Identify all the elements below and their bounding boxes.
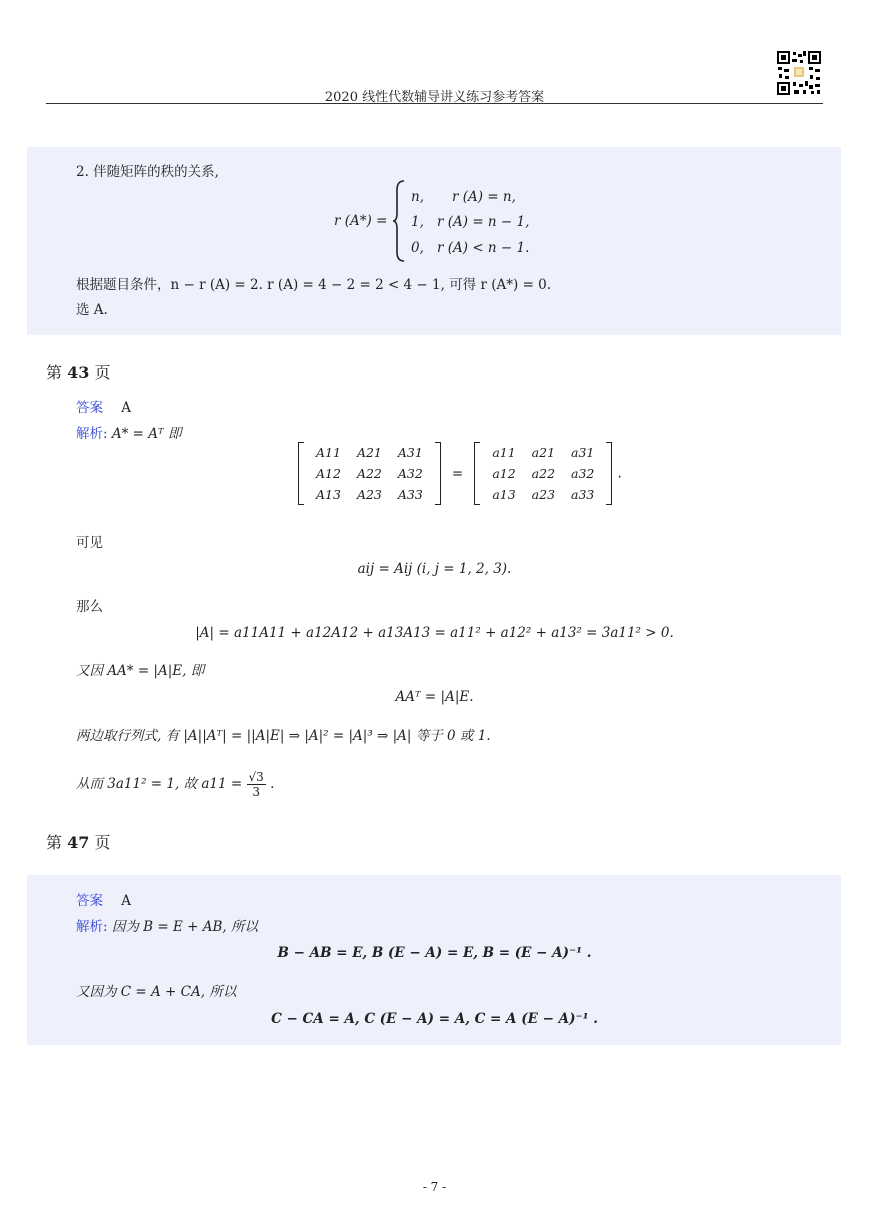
- formula-c: C − CA = A, C (E − A) = A, C = A (E − A)⁻¹ .: [271, 1011, 598, 1027]
- section-heading-43: [46, 360, 110, 383]
- case-2-condition: r (A) = n − 1,: [437, 214, 530, 230]
- cases-lhs: r (A*) =: [334, 213, 388, 229]
- adjugate-matrix: A11 A21 A31 A12 A22 A32 A13 A23 A33: [298, 442, 441, 505]
- page-number: - 7 -: [422, 1180, 447, 1194]
- case-2-value: 1,: [411, 214, 424, 230]
- rank-relation-title: 2. 伴随矩阵的秩的关系,: [76, 164, 219, 180]
- heading-suffix: 页: [94, 833, 111, 852]
- answer-label: 答案: [76, 400, 103, 416]
- youyinwei-text: 又因为 C = A + CA, 所以: [76, 984, 237, 1000]
- conclusion-prefix: 从而 3a11² = 1, 故 a11 =: [76, 776, 243, 792]
- heading-prefix: 第: [46, 363, 63, 382]
- case-1-value: n,: [411, 189, 424, 205]
- answer-value: A: [121, 893, 132, 909]
- answer-value: A: [121, 400, 132, 416]
- equals-sign: =: [451, 465, 464, 482]
- formula-aat: AAᵀ = |A|E.: [395, 689, 474, 705]
- determinant-text: 两边取行列式, 有 |A||Aᵀ| = ||A|E| ⇒ |A|² = |A|³ ⇒ |A| 等于 0 或 1.: [76, 728, 491, 744]
- answer-line-43: [76, 399, 131, 417]
- case-3-condition: r (A) < n − 1.: [437, 240, 530, 256]
- analysis-label: 解析:: [76, 919, 108, 935]
- section-heading-47: [46, 830, 110, 853]
- case-3-value: 0,: [411, 240, 424, 256]
- transpose-matrix: a11 a21 a31 a12 a22 a32 a13 a23 a33: [474, 442, 612, 505]
- analysis-line-47: [76, 918, 258, 936]
- analysis-line-43: [76, 425, 181, 443]
- formula-det-expansion: |A| = a11A11 + a12A12 + a13A13 = a11² + a12² + a13² = 3a11² > 0.: [195, 625, 674, 641]
- analysis-label: 解析:: [76, 426, 108, 442]
- analysis-text: A* = Aᵀ 即: [111, 426, 182, 442]
- heading-number: 47: [67, 833, 90, 852]
- heading-number: 43: [67, 363, 90, 382]
- header-rule: [46, 103, 823, 104]
- heading-suffix: 页: [94, 363, 111, 382]
- conclusion-line: [76, 770, 274, 799]
- fraction-sqrt3-over-3: $\frac{√3}{3}$: [248, 770, 264, 799]
- formula-b: B − AB = E, B (E − A) = E, B = (E − A)⁻¹ .: [277, 945, 592, 961]
- conclusion-suffix: .: [270, 776, 275, 792]
- qr-code-icon: [776, 50, 822, 96]
- heading-prefix: 第: [46, 833, 63, 852]
- choice-text: 选 A.: [76, 302, 108, 318]
- condition-text: 根据题目条件，n − r (A) = 2. r (A) = 4 − 2 = 2 < 4 − 1, 可得 r (A*) = 0.: [76, 277, 552, 293]
- analysis-text: 因为 B = E + AB, 所以: [111, 919, 258, 935]
- kejian-text: 可见: [76, 535, 103, 551]
- cases-brace: [392, 180, 406, 266]
- matrix-equation: [298, 442, 622, 505]
- youyin-text: 又因 AA* = |A|E, 即: [76, 663, 205, 679]
- case-1-condition: r (A) = n,: [452, 189, 516, 205]
- name-text: 那么: [76, 599, 103, 615]
- answer-label: 答案: [76, 893, 103, 909]
- page-header-title: 2020 线性代数辅导讲义练习参考答案: [324, 90, 545, 105]
- formula-aij: aij = Aij (i, j = 1, 2, 3).: [357, 561, 512, 577]
- answer-line-47: [76, 892, 131, 910]
- matrix-period: .: [617, 465, 622, 482]
